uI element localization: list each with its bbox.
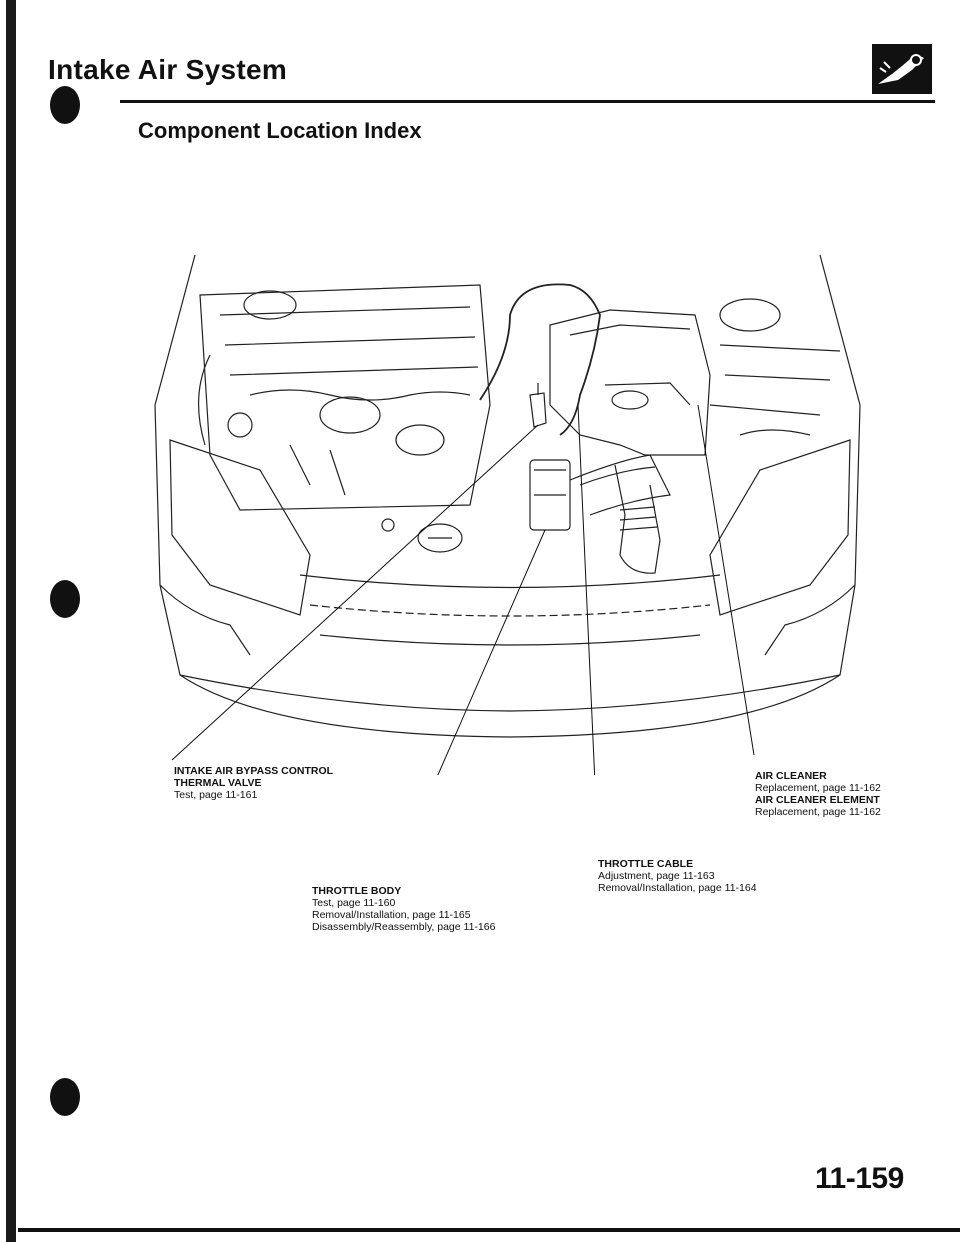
leader-throttle-body <box>392 530 545 775</box>
page-reference: Test, page 11-161 <box>174 789 258 801</box>
callout-heading: THERMAL VALVE <box>174 777 262 789</box>
callout-heading: INTAKE AIR BYPASS CONTROL <box>174 765 334 777</box>
air-cleaner-box <box>550 310 710 455</box>
intake-duct <box>570 455 670 515</box>
callout-heading: AIR CLEANER <box>755 770 827 782</box>
punch-hole <box>50 1078 80 1116</box>
leader-throttle-cable <box>578 405 600 775</box>
left-headlight <box>170 440 310 615</box>
section-title: Component Location Index <box>138 118 422 143</box>
page-reference: Replacement, page 11-162 <box>755 806 881 818</box>
punch-hole <box>50 86 80 124</box>
page-reference: Disassembly/Reassembly, page 11-166 <box>312 921 496 933</box>
callout-throttle-body <box>312 885 495 933</box>
hood-outline <box>155 255 860 737</box>
callout-air-cleaner <box>755 770 881 818</box>
footer-rule <box>18 1228 960 1232</box>
throttle-cable <box>480 284 600 435</box>
callout-bypass-valve <box>174 765 333 801</box>
engine-compartment-diagram <box>150 255 870 775</box>
page-reference: Removal/Installation, page 11-164 <box>598 882 757 894</box>
leader-air-cleaner <box>698 405 754 755</box>
callout-throttle-cable <box>598 858 757 894</box>
page-reference: Replacement, page 11-162 <box>755 782 881 794</box>
page-number: 11-159 <box>815 1162 904 1195</box>
callout-heading: THROTTLE CABLE <box>598 858 694 870</box>
binding-edge <box>0 0 18 1242</box>
page-reference: Test, page 11-160 <box>312 897 396 909</box>
punch-hole <box>50 580 80 618</box>
callout-heading: THROTTLE BODY <box>312 885 402 897</box>
page-reference: Adjustment, page 11-163 <box>598 870 715 882</box>
callout-heading: AIR CLEANER ELEMENT <box>755 794 880 806</box>
engine-intake-icon <box>872 44 932 94</box>
page-reference: Removal/Installation, page 11-165 <box>312 909 471 921</box>
bypass-valve <box>530 393 546 427</box>
header-rule <box>120 100 935 103</box>
right-headlight <box>710 440 850 615</box>
leader-bypass-valve <box>172 425 538 760</box>
binding-bar <box>6 0 16 1242</box>
page-title: Intake Air System <box>48 54 288 85</box>
